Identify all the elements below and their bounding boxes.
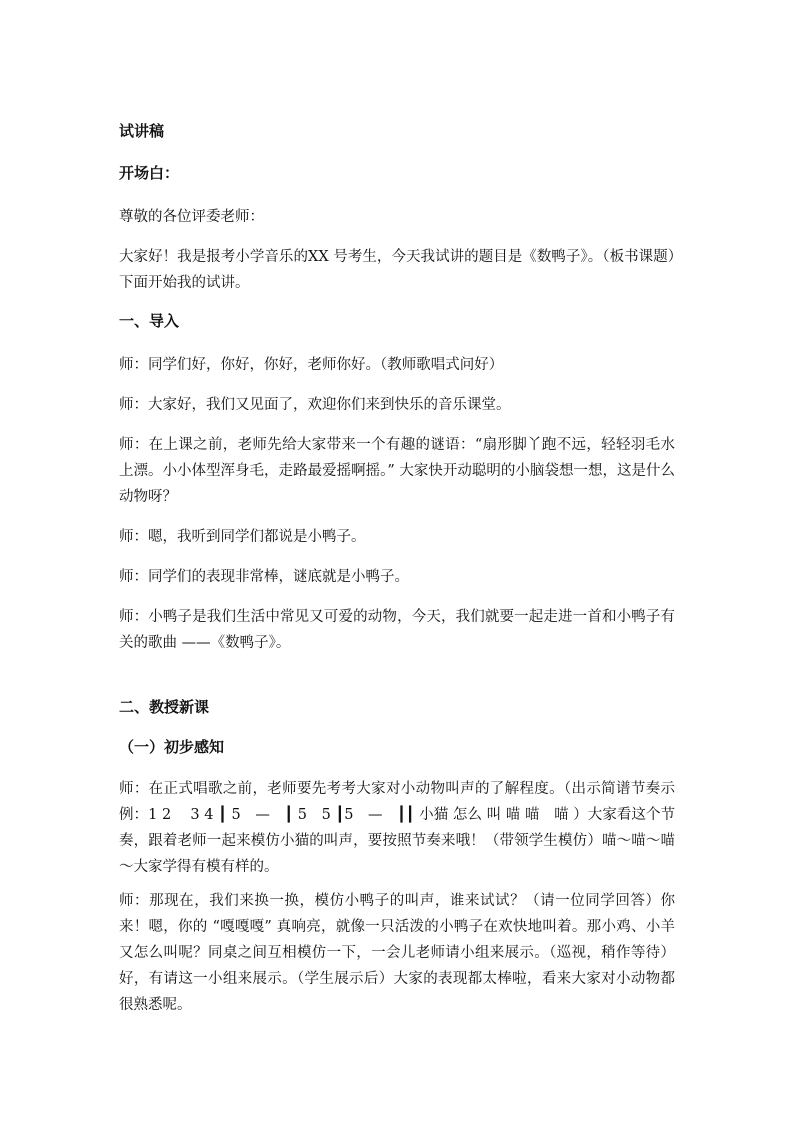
paragraph: 师：嗯，我听到同学们都说是小鸭子。: [119, 529, 366, 545]
greeting-paragraph: 尊敬的各位评委老师：: [119, 209, 264, 225]
section-heading-new-lesson: 二、教授新课: [119, 698, 210, 716]
document-page: [119, 120, 675, 1026]
paragraph: 师：同学们的表现非常棒，谜底就是小鸭子。: [119, 569, 409, 585]
paragraph: 师：小鸭子是我们生活中常见又可爱的动物，今天，我们就要一起走进一首和小鸭子有关的歌曲 ——《数鸭子》。: [119, 609, 675, 651]
section-heading-intro: 一、导入: [119, 312, 180, 330]
subsection-heading-perception: （一）初步感知: [119, 738, 225, 756]
document-title: 试讲稿: [119, 122, 165, 140]
opening-heading: 开场白：: [119, 164, 180, 182]
paragraph: 师：在正式唱歌之前，老师要先考考大家对小动物叫声的了解程度。（出示简谱节奏示例：1 2 3 4 ┃ 5 — ┃ 5 5 ┃5 — ┃┃ 小猫 怎么 叫 喵 喵 喵 ）大家看这个节奏，跟着老师一起来模仿小猫的叫声，要按照节奏来哦！（带领学生模仿）喵～喵～喵～大家学得有模有样的。: [119, 781, 675, 875]
intro-paragraph: 大家好！我是报考小学音乐的XX 号考生，今天我试讲的题目是《数鸭子》。（板书课题）下面开始我的试讲。: [119, 249, 675, 291]
paragraph: 师：在上课之前，老师先给大家带来一个有趣的谜语：“扇形脚丫跑不远，轻轻羽毛水上漂。小小体型浑身毛，走路最爱摇啊摇。” 大家快开动聪明的小脑袋想一想，这是什么动物呀？: [119, 437, 675, 505]
paragraph: 师：同学们好，你好，你好，老师你好。（教师歌唱式问好）: [119, 357, 504, 373]
paragraph: 师：大家好，我们又见面了，欢迎你们来到快乐的音乐课堂。: [119, 397, 511, 413]
paragraph: 师：那现在，我们来换一换，模仿小鸭子的叫声，谁来试试？（请一位同学回答）你来！嗯，你的 “嘎嘎嘎” 真响亮，就像一只活泼的小鸭子在欢快地叫着。那小鸡、小羊又怎么叫呢？同桌之间互相模仿一下，一会儿老师请小组来展示。（巡视，稍作等待）好，有请这一小组来展示。（学生展示后）大家的表现都太棒啦，看来大家对小动物都很熟悉呢。: [119, 893, 675, 1013]
